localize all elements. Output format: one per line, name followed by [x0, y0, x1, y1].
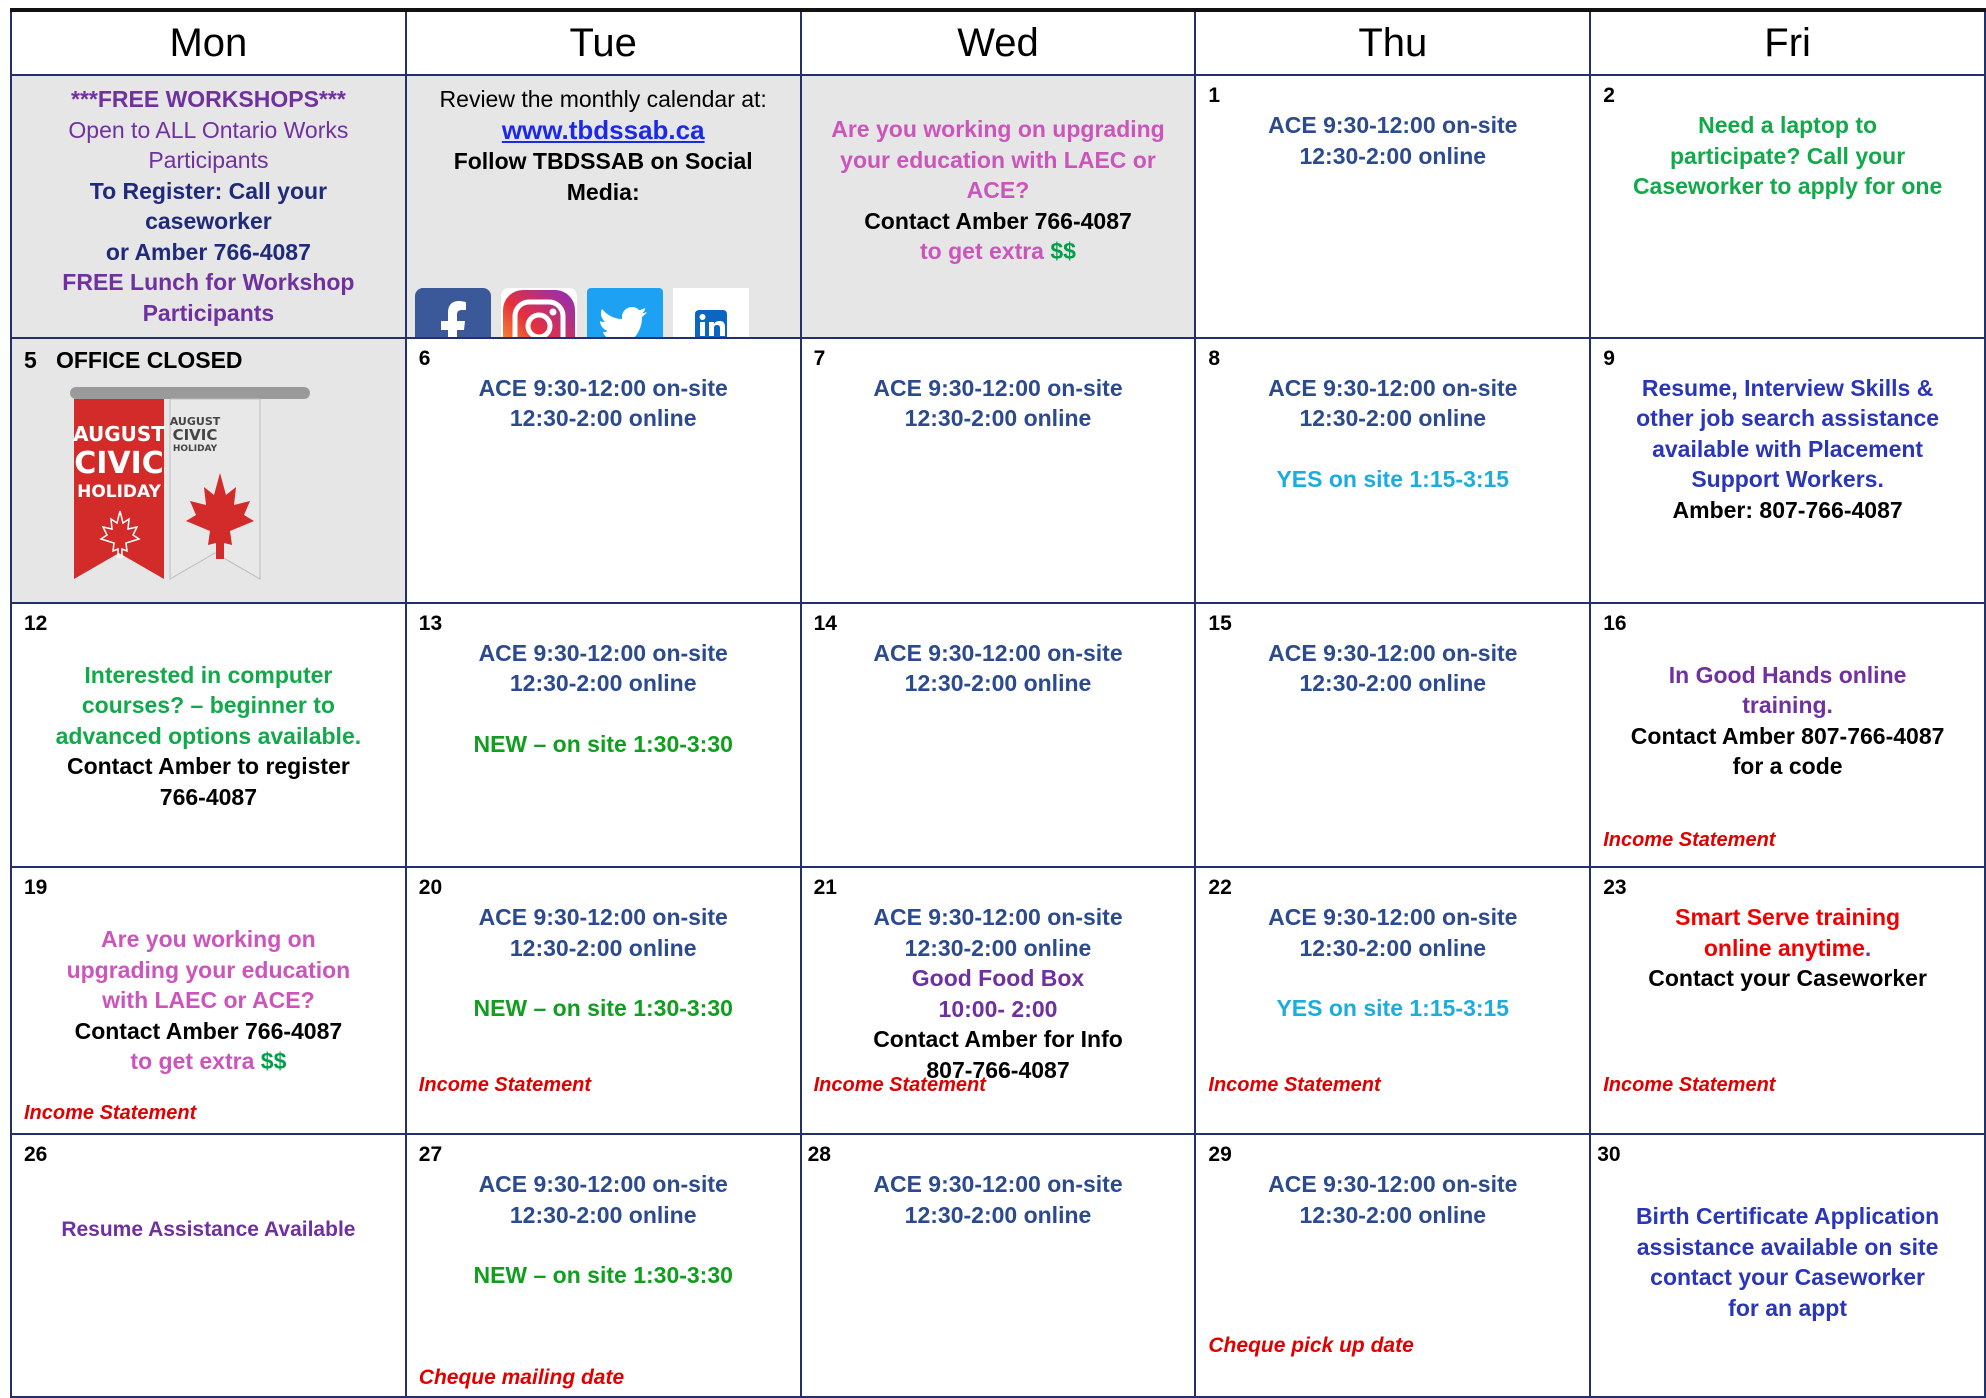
- cell-day-15: [1195, 603, 1590, 868]
- cell-text: Are you working on: [101, 926, 316, 953]
- cell-text: 12:30-2:00 online: [904, 934, 1092, 961]
- cell-text: Participants: [142, 299, 275, 326]
- cell-text: ACE 9:30-12:00 on-site: [873, 639, 1123, 666]
- cell-text: for an appt: [1728, 1294, 1848, 1321]
- day-number: 30: [1597, 1143, 1621, 1167]
- cell-text: Smart Serve training: [1675, 904, 1901, 931]
- cell-day-23: [1590, 867, 1985, 1134]
- cell-body: [802, 114, 1195, 267]
- cell-text: Review the monthly calendar at:: [439, 86, 767, 112]
- cell-text: other job search assistance: [1636, 405, 1940, 432]
- cell-body: [802, 902, 1195, 1085]
- day-number: 15: [1208, 611, 1232, 635]
- cell-text: Interested in computer: [84, 661, 333, 688]
- cell-day-16: [1590, 603, 1985, 868]
- cell-text: Resume Assistance Available: [61, 1218, 356, 1242]
- cell-day-27: [406, 1134, 801, 1397]
- cell-body: [407, 638, 800, 760]
- cell-text: ACE 9:30-12:00 on-site: [873, 904, 1123, 931]
- week-row-1: [11, 75, 1985, 338]
- cell-day-1: [1195, 75, 1590, 338]
- cell-day-22: [1195, 867, 1590, 1134]
- cell-text: Contact Amber to register: [66, 753, 350, 780]
- cell-text: upgrading your education: [66, 956, 351, 983]
- cell-text: 12:30-2:00 online: [1299, 670, 1487, 697]
- day-number: 21: [813, 876, 837, 900]
- cell-day-14: [801, 603, 1196, 868]
- cell-day-13: [406, 603, 801, 868]
- weekday-header-thu: Thu: [1195, 10, 1590, 75]
- week-row-2: [11, 338, 1985, 603]
- day-number: 2: [1603, 84, 1615, 107]
- cell-day-7: [801, 338, 1196, 603]
- cell-day-29: [1195, 1134, 1590, 1397]
- cell-body: [802, 638, 1195, 699]
- cell-body: [1591, 1201, 1984, 1323]
- cell-text: .: [1864, 934, 1872, 961]
- cell-text: online anytime: [1703, 934, 1865, 961]
- cell-text: 12:30-2:00 online: [1299, 1201, 1487, 1228]
- cell-day-26: [11, 1134, 406, 1397]
- income-statement-note: Income Statement: [1603, 1074, 1776, 1097]
- cell-day-6: [406, 338, 801, 603]
- cell-body: [407, 1169, 800, 1291]
- cell-day-9: [1590, 338, 1985, 603]
- cell-body: [12, 84, 405, 328]
- cell-text: Media:: [566, 178, 640, 205]
- cell-text: $$: [1050, 238, 1076, 264]
- cell-body: [1591, 902, 1984, 994]
- cell-text: ACE 9:30-12:00 on-site: [1268, 1171, 1518, 1198]
- cell-text: Contact Amber 807-766-4087: [1630, 722, 1945, 749]
- cell-body: [1196, 638, 1589, 699]
- cell-text: NEW – on site 1:30-3:30: [473, 1262, 733, 1289]
- cell-body: [802, 373, 1195, 434]
- cell-text: 12:30-2:00 online: [509, 934, 697, 961]
- cell-text: 12:30-2:00 online: [509, 670, 697, 697]
- cell-text: FREE Lunch for Workshop: [62, 269, 355, 295]
- day-number: 1: [1208, 84, 1221, 107]
- cheque-date-note: Cheque mailing date: [418, 1366, 625, 1389]
- cell-body: [802, 1169, 1195, 1230]
- income-statement-note: Income Statement: [813, 1074, 986, 1097]
- cell-text: for a code: [1732, 753, 1843, 780]
- cell-text: Contact Amber 766-4087: [864, 207, 1132, 234]
- income-statement-note: Income Statement: [1603, 829, 1776, 852]
- cell-day-8: [1195, 338, 1590, 603]
- day-number: 12: [24, 611, 48, 635]
- weekday-header-fri: Fri: [1590, 10, 1985, 75]
- cell-text: Follow TBDSSAB on Social: [453, 148, 753, 174]
- day-number: 22: [1208, 876, 1232, 900]
- svg-text:HOLIDAY: HOLIDAY: [172, 443, 218, 454]
- cell-text: ACE 9:30-12:00 on-site: [873, 1171, 1123, 1198]
- calendar-grid: [10, 8, 1986, 1398]
- cell-text: assistance available on site: [1636, 1233, 1939, 1260]
- website-link[interactable]: www.tbdssab.ca: [501, 114, 705, 145]
- weekday-header-tue: Tue: [406, 10, 801, 75]
- cell-body: [12, 1215, 405, 1246]
- cell-day-2: [1590, 75, 1985, 338]
- cell-text: available with Placement: [1652, 435, 1924, 462]
- cell-day-5: [11, 338, 406, 603]
- day-number: 8: [1208, 346, 1221, 370]
- cell-text: YES on site 1:15-3:15: [1276, 995, 1510, 1022]
- cell-text: ACE 9:30-12:00 on-site: [1268, 639, 1518, 666]
- cell-text: your education with LAEC or: [840, 146, 1156, 173]
- instagram-icon[interactable]: [501, 288, 577, 338]
- cell-text: ACE 9:30-12:00 on-site: [478, 374, 728, 401]
- twitter-icon[interactable]: [587, 288, 663, 338]
- svg-text:CIVIC: CIVIC: [172, 425, 218, 444]
- cell-text: Contact Amber for Info: [873, 1026, 1123, 1053]
- day-number: 19: [24, 876, 48, 900]
- day-number: 28: [807, 1143, 831, 1167]
- cell-text: Resume, Interview Skills &: [1641, 374, 1934, 401]
- cell-text: to get extra: [920, 238, 1044, 264]
- cell-upgrading-education: [801, 75, 1196, 338]
- cell-text: 12:30-2:00 online: [509, 1201, 697, 1228]
- svg-text:AUGUST: AUGUST: [169, 414, 221, 428]
- day-number: 13: [418, 611, 443, 635]
- cell-text: Are you working on upgrading: [831, 116, 1165, 142]
- cell-text: ACE 9:30-12:00 on-site: [478, 904, 728, 931]
- cell-text: Support Workers.: [1691, 466, 1884, 493]
- cell-text: advanced options available.: [55, 722, 362, 749]
- cell-day-28: [801, 1134, 1196, 1397]
- cell-text: Need a laptop to: [1698, 112, 1878, 138]
- cell-body: [1591, 373, 1984, 526]
- cell-text: courses? – beginner to: [81, 692, 335, 719]
- cell-text: Caseworker to apply for one: [1632, 173, 1943, 199]
- free-workshops-heading: ***FREE WORKSHOPS***: [71, 86, 346, 112]
- cell-text: to get extra: [130, 1048, 255, 1075]
- day-number: 26: [24, 1143, 48, 1167]
- cell-day-12: [11, 603, 406, 868]
- svg-text:HOLIDAY: HOLIDAY: [77, 481, 161, 502]
- cell-text: 12:30-2:00 online: [1299, 142, 1487, 169]
- cell-day-21: [801, 867, 1196, 1134]
- cell-text: or Amber 766-4087: [105, 238, 311, 265]
- cell-text: Amber: 807-766-4087: [1672, 496, 1903, 523]
- cell-text: caseworker: [145, 208, 272, 234]
- day-number: 27: [418, 1143, 443, 1167]
- day-number: 6: [418, 346, 431, 370]
- cell-text: ACE 9:30-12:00 on-site: [873, 374, 1123, 401]
- cell-body: [12, 924, 405, 1077]
- cell-text: contact your Caseworker: [1650, 1264, 1925, 1291]
- svg-text:AUGUST: AUGUST: [73, 421, 165, 446]
- cell-day-20: [406, 867, 801, 1134]
- cell-text: with LAEC or ACE?: [102, 987, 315, 1014]
- facebook-icon[interactable]: [415, 288, 491, 338]
- cheque-date-note: Cheque pick up date: [1208, 1334, 1414, 1357]
- cell-text: NEW – on site 1:30-3:30: [473, 995, 733, 1022]
- cell-text: 807-766-4087: [926, 1056, 1070, 1083]
- day-number: 16: [1603, 611, 1627, 635]
- cell-text: Participants: [148, 147, 269, 173]
- day-number: 7: [813, 346, 826, 370]
- income-statement-note: Income Statement: [24, 1102, 197, 1125]
- cell-text: $$: [260, 1048, 287, 1075]
- cell-text: ACE 9:30-12:00 on-site: [478, 1171, 728, 1198]
- cell-text: 10:00- 2:00: [938, 995, 1058, 1022]
- cell-text: training.: [1742, 692, 1833, 719]
- cell-body: [407, 373, 800, 434]
- cell-text: 12:30-2:00 online: [509, 405, 697, 432]
- linkedin-icon[interactable]: [673, 288, 749, 338]
- cell-text: ACE?: [966, 177, 1030, 203]
- svg-text:CIVIC: CIVIC: [74, 445, 164, 481]
- cell-text: ACE 9:30-12:00 on-site: [478, 639, 728, 666]
- cell-text: In Good Hands online: [1668, 661, 1907, 688]
- week-row-3: [11, 603, 1985, 868]
- income-statement-note: Income Statement: [418, 1074, 592, 1097]
- cell-text: ACE 9:30-12:00 on-site: [1268, 904, 1518, 931]
- cell-body: [1196, 110, 1589, 171]
- cell-text: 766-4087: [159, 783, 257, 810]
- cell-text: 12:30-2:00 online: [1299, 934, 1487, 961]
- day-number: 14: [813, 611, 837, 635]
- cell-body: [1196, 902, 1589, 1024]
- cell-text: ACE 9:30-12:00 on-site: [1268, 112, 1518, 138]
- cell-body: [407, 84, 800, 207]
- cell-body: [1591, 660, 1984, 782]
- social-icons: [415, 288, 749, 338]
- cell-body: [407, 902, 800, 1024]
- cell-text: 12:30-2:00 online: [904, 1201, 1092, 1228]
- income-statement-note: Income Statement: [1208, 1074, 1381, 1097]
- cell-text: Contact Amber 766-4087: [74, 1017, 343, 1044]
- cell-text: Good Food Box: [911, 965, 1085, 992]
- cell-text: participate? Call your: [1670, 142, 1906, 169]
- cell-text: Open to ALL Ontario Works: [68, 116, 349, 143]
- weekday-header-wed: Wed: [801, 10, 1196, 75]
- cell-body: [12, 660, 405, 813]
- civic-holiday-banner-image: [60, 383, 320, 588]
- cell-text: ACE 9:30-12:00 on-site: [1268, 374, 1518, 401]
- cell-text: NEW – on site 1:30-3:30: [473, 730, 733, 757]
- cell-day-19: [11, 867, 406, 1134]
- weekday-header-mon: Mon: [11, 10, 406, 75]
- cell-text: Birth Certificate Application: [1635, 1203, 1940, 1230]
- day-number: 9: [1603, 346, 1615, 370]
- office-closed-label: 5 OFFICE CLOSED: [24, 346, 243, 373]
- cell-body: [1196, 373, 1589, 495]
- cell-text: YES on site 1:15-3:15: [1276, 465, 1510, 492]
- weekday-header-row: [11, 10, 1985, 75]
- cell-body: [1196, 1169, 1589, 1230]
- cell-text: To Register: Call your: [89, 177, 328, 204]
- cell-text: 12:30-2:00 online: [904, 405, 1092, 432]
- day-number: 29: [1208, 1143, 1232, 1167]
- week-row-4: [11, 867, 1985, 1134]
- day-number: 23: [1603, 876, 1627, 900]
- cell-website-social: [406, 75, 801, 338]
- cell-body: [1591, 110, 1984, 202]
- cell-workshops-info: [11, 75, 406, 338]
- cell-text: 12:30-2:00 online: [904, 670, 1092, 697]
- cell-text: Contact your Caseworker: [1648, 965, 1927, 992]
- day-number: 20: [418, 876, 443, 900]
- cell-day-30: [1590, 1134, 1985, 1397]
- cell-text: 12:30-2:00 online: [1299, 405, 1487, 432]
- week-row-5: [11, 1134, 1985, 1397]
